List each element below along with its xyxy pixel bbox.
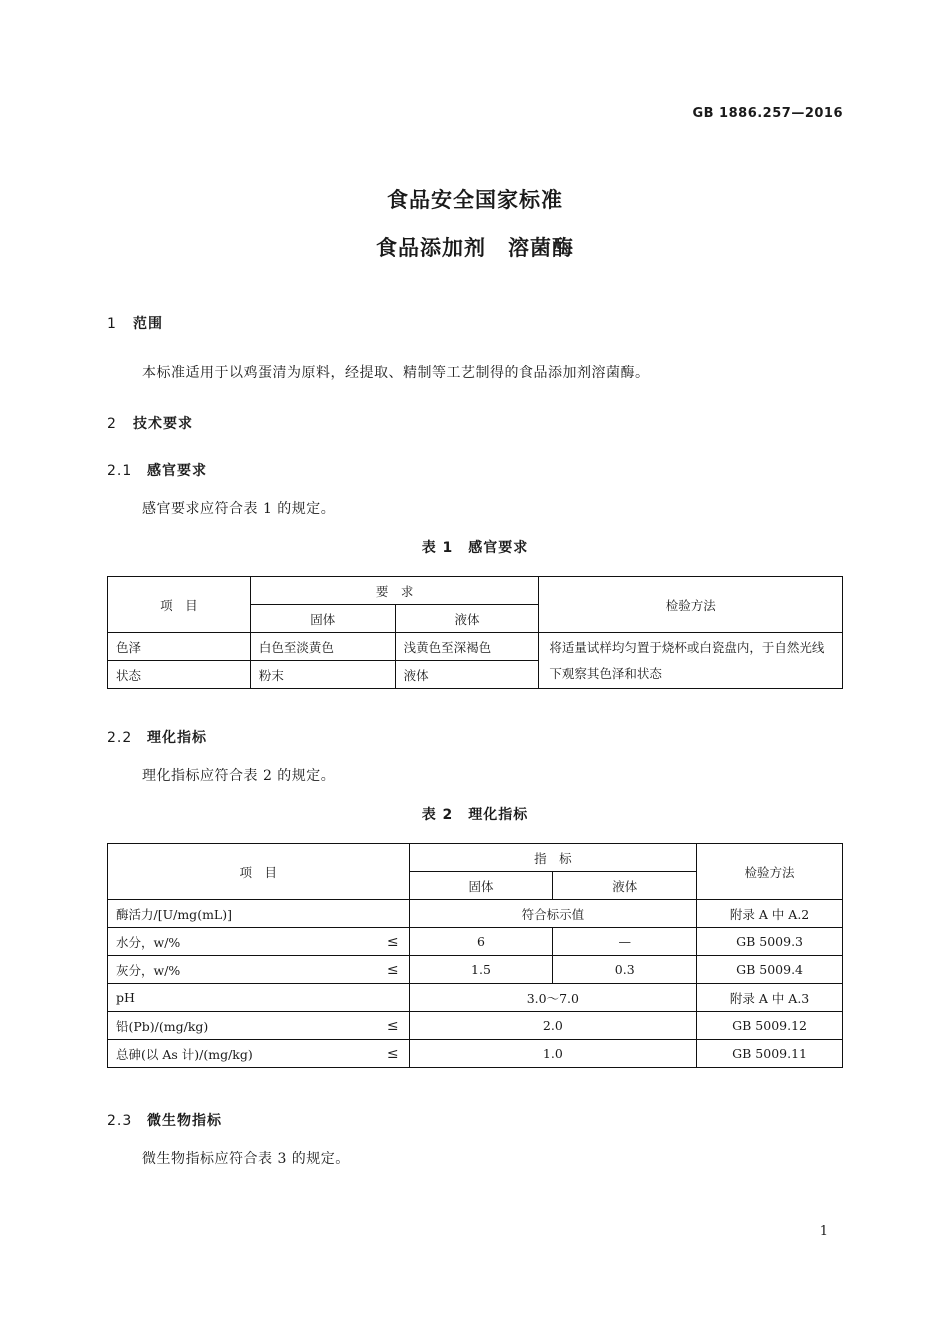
table-1-header-solid: 固体: [250, 605, 395, 633]
table-1-header-liquid: 液体: [395, 605, 539, 633]
table-cell-item: [108, 1040, 410, 1068]
table-cell-item: [108, 928, 410, 956]
page-number: 1: [819, 1224, 828, 1239]
table-cell-method: 附录 A 中 A.3: [697, 984, 843, 1012]
section-title: 微生物指标: [147, 1113, 222, 1129]
table-cell-value: 1.0: [409, 1040, 697, 1068]
table-row: [108, 1012, 843, 1040]
table-cell-item: 色泽: [108, 633, 251, 661]
section-title: 理化指标: [147, 730, 207, 746]
table-2-header-item: 项 目: [108, 844, 410, 900]
table-1-header-requirement: 要 求: [250, 577, 539, 605]
table-2-header-liquid: 液体: [553, 872, 697, 900]
section-1-heading: [107, 313, 163, 333]
section-2-3-heading: [107, 1110, 222, 1130]
section-number: 1: [107, 316, 117, 332]
section-2-heading: [107, 413, 193, 433]
item-label: 总砷(以 As 计)/(mg/kg): [116, 1046, 253, 1062]
leq-symbol: ≤: [386, 933, 399, 950]
table-2-header-index: 指 标: [409, 844, 697, 872]
section-number: 2: [107, 416, 117, 432]
table-cell-method: GB 5009.3: [697, 928, 843, 956]
section-2-1-heading: [107, 460, 207, 480]
table-cell-solid: 粉末: [250, 661, 395, 689]
table-row: [108, 633, 843, 661]
table-1-header-item: 项 目: [108, 577, 251, 633]
document-title: 食品安全国家标准: [387, 188, 563, 212]
leq-symbol: ≤: [386, 1045, 399, 1062]
table-1: [107, 576, 843, 689]
table-cell-item: pH: [108, 984, 410, 1012]
item-label: 水分，w/%: [116, 934, 181, 950]
table-cell-method: GB 5009.4: [697, 956, 843, 984]
section-number: 2.3: [107, 1113, 133, 1129]
section-title: 范围: [133, 316, 163, 332]
table-cell-value: 2.0: [409, 1012, 697, 1040]
table-cell-method: 附录 A 中 A.2: [697, 900, 843, 928]
item-label: 灰分，w/%: [116, 962, 181, 978]
table-cell-value: 符合标示值: [409, 900, 697, 928]
table-cell-value: 3.0～7.0: [409, 984, 697, 1012]
section-2-2-heading: [107, 727, 207, 747]
table-2: [107, 843, 843, 1068]
section-title: 感官要求: [147, 463, 207, 479]
table-cell-solid: 1.5: [409, 956, 553, 984]
table-cell-item: [108, 956, 410, 984]
table-cell-solid: 6: [409, 928, 553, 956]
table-cell-method: GB 5009.12: [697, 1012, 843, 1040]
table-1-caption: 表 1 感官要求: [421, 540, 529, 556]
table-cell-liquid: 液体: [395, 661, 539, 689]
table-row: [108, 900, 843, 928]
table-cell-method: 将适量试样均匀置于烧杯或白瓷盘内，于自然光线下观察其色泽和状态: [539, 633, 843, 689]
item-label: 铅(Pb)/(mg/kg): [116, 1018, 209, 1034]
table-2-header-method: 检验方法: [697, 844, 843, 900]
table-cell-item: 状态: [108, 661, 251, 689]
standard-code: GB 1886.257—2016: [692, 106, 843, 121]
table-row: [108, 956, 843, 984]
table-cell-item: [108, 1012, 410, 1040]
section-number: 2.1: [107, 463, 133, 479]
table-cell-liquid: 浅黄色至深褐色: [395, 633, 539, 661]
table-2-header-solid: 固体: [409, 872, 553, 900]
table-row: [108, 1040, 843, 1068]
section-number: 2.2: [107, 730, 133, 746]
section-2-1-text: 感官要求应符合表 1 的规定。: [142, 501, 336, 517]
table-row: [108, 984, 843, 1012]
document-subtitle: 食品添加剂 溶菌酶: [376, 236, 574, 260]
table-1-header-method: 检验方法: [539, 577, 843, 633]
section-1-text: 本标准适用于以鸡蛋清为原料，经提取、精制等工艺制得的食品添加剂溶菌酶。: [142, 365, 650, 381]
section-2-2-text: 理化指标应符合表 2 的规定。: [142, 768, 336, 784]
leq-symbol: ≤: [386, 1017, 399, 1034]
table-row: [108, 928, 843, 956]
table-cell-solid: 白色至淡黄色: [250, 633, 395, 661]
leq-symbol: ≤: [386, 961, 399, 978]
section-title: 技术要求: [133, 416, 193, 432]
table-cell-liquid: 0.3: [553, 956, 697, 984]
section-2-3-text: 微生物指标应符合表 3 的规定。: [142, 1151, 350, 1167]
table-cell-liquid: —: [553, 928, 697, 956]
table-cell-item: 酶活力/[U/mg(mL)]: [108, 900, 410, 928]
table-cell-method: GB 5009.11: [697, 1040, 843, 1068]
table-2-caption: 表 2 理化指标: [421, 807, 529, 823]
